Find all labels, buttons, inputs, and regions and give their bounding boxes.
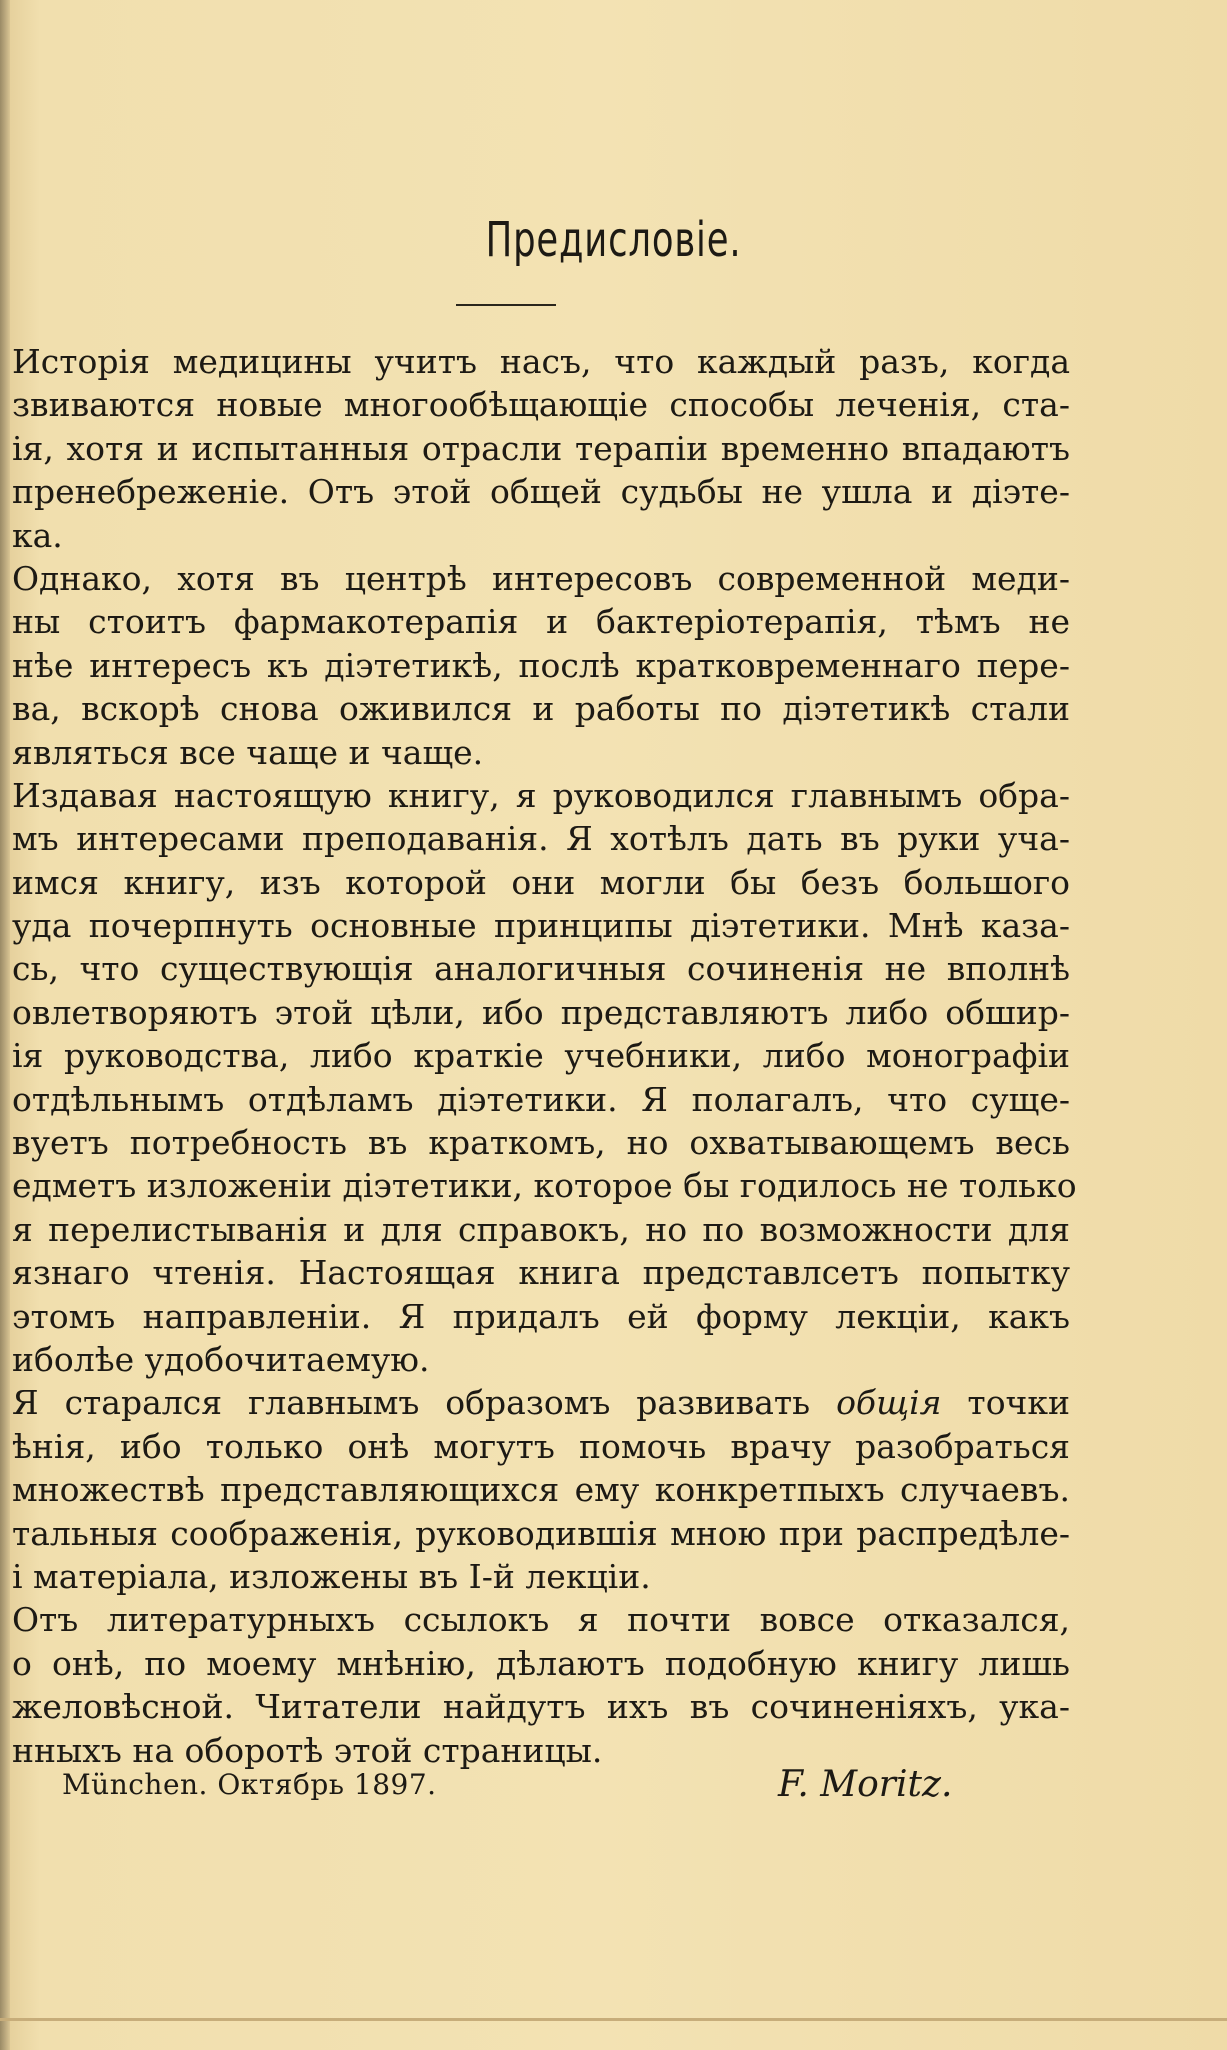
text-line: язнаго чтенія. Настоящая книга представлсетъ попытку [12,1253,1070,1293]
page-gutter-shadow [0,0,10,2050]
text-line: ва, вскорѣ снова оживился и работы по діэтетикѣ стали [12,689,1070,729]
text-line: являться все чаще и чаще. [12,732,484,772]
text-line: имся книгу, изъ которой они могли бы безъ большого [12,862,1070,902]
place-and-date: München. Октябрь 1897. [62,1768,437,1801]
text-line: пренебреженіе. Отъ этой общей судьбы не ушла и діэте- [12,472,1070,512]
text-line: отдѣльнымъ отдѣламъ діэтетики. Я полагалъ, что суще- [12,1079,1070,1119]
italic-emphasis: общія [836,1383,942,1423]
bottom-edge-line [0,2018,1227,2021]
text-line: уда почерпнуть основные принципы діэтетики. Мнѣ каза- [12,906,1070,946]
preface-body [12,340,1077,1772]
text-line: я перелистыванія и для справокъ, но по возможности для [12,1209,1070,1249]
text-line: ка. [12,515,63,555]
text-line: Однако, хотя въ центрѣ интересовъ современной меди- [12,558,1070,598]
text-line: тальныя соображенія, руководившія мною при распредѣле- [12,1513,1070,1553]
text-line [12,1381,1070,1424]
text-line: сь, что существующія аналогичныя сочиненія не вполнѣ [12,949,1070,989]
page-title: Предисловіе. [485,212,742,268]
text-line: ѣнія, ибо только онѣ могутъ помочь врачу разобраться [12,1426,1070,1466]
text-line: мъ интересами преподаванія. Я хотѣлъ дать въ руки уча- [12,819,1070,859]
text-line: вуетъ потребность въ краткомъ, но охватывающемъ весь [12,1123,1070,1163]
author-signature: F. Moritz. [778,1764,953,1805]
text-line: Издавая настоящую книгу, я руководился главнымъ обра- [12,775,1070,815]
text-line: ія, хотя и испытанныя отрасли терапіи временно впадаютъ [12,428,1070,468]
text-line: о онѣ, по моему мнѣнію, дѣлаютъ подобную книгу лишь [12,1643,1070,1683]
text-line: едметъ изложеніи діэтетики, которое бы годилось не только [12,1166,1077,1206]
text-run: точки [941,1383,1070,1423]
text-run: Я старался главнымъ образомъ развивать [12,1383,837,1423]
text-line: звиваются новые многообѣщающіе способы леченія, ста- [12,385,1070,425]
title-divider [456,304,556,306]
text-line: Исторія медицины учитъ насъ, что каждый разъ, когда [12,342,1070,381]
text-line: множествѣ представляющихся ему конкретпыхъ случаевъ. [12,1470,1070,1510]
text-line: овлетворяютъ этой цѣли, ибо представляютъ либо обшир- [12,992,1070,1032]
text-line: нныхъ на оборотѣ этой страницы. [12,1730,603,1770]
text-line: желовѣсной. Читатели найдутъ ихъ въ сочиненіяхъ, ука- [12,1687,1070,1727]
text-line: ія руководства, либо краткіе учебники, либо монографіи [12,1036,1070,1076]
text-line: і матеріала, изложены въ І-й лекціи. [12,1556,651,1596]
text-line: этомъ направленіи. Я придалъ ей форму лекціи, какъ [12,1296,1070,1336]
text-line: ны стоитъ фармакотерапія и бактеріотерапія, тѣмъ не [12,602,1070,642]
text-line: нѣе интересъ къ діэтетикѣ, послѣ кратковременнаго пере- [12,645,1070,685]
text-line: иболѣе удобочитаемую. [12,1339,430,1379]
text-line: Отъ литературныхъ ссылокъ я почти вовсе отказался, [12,1600,1070,1640]
